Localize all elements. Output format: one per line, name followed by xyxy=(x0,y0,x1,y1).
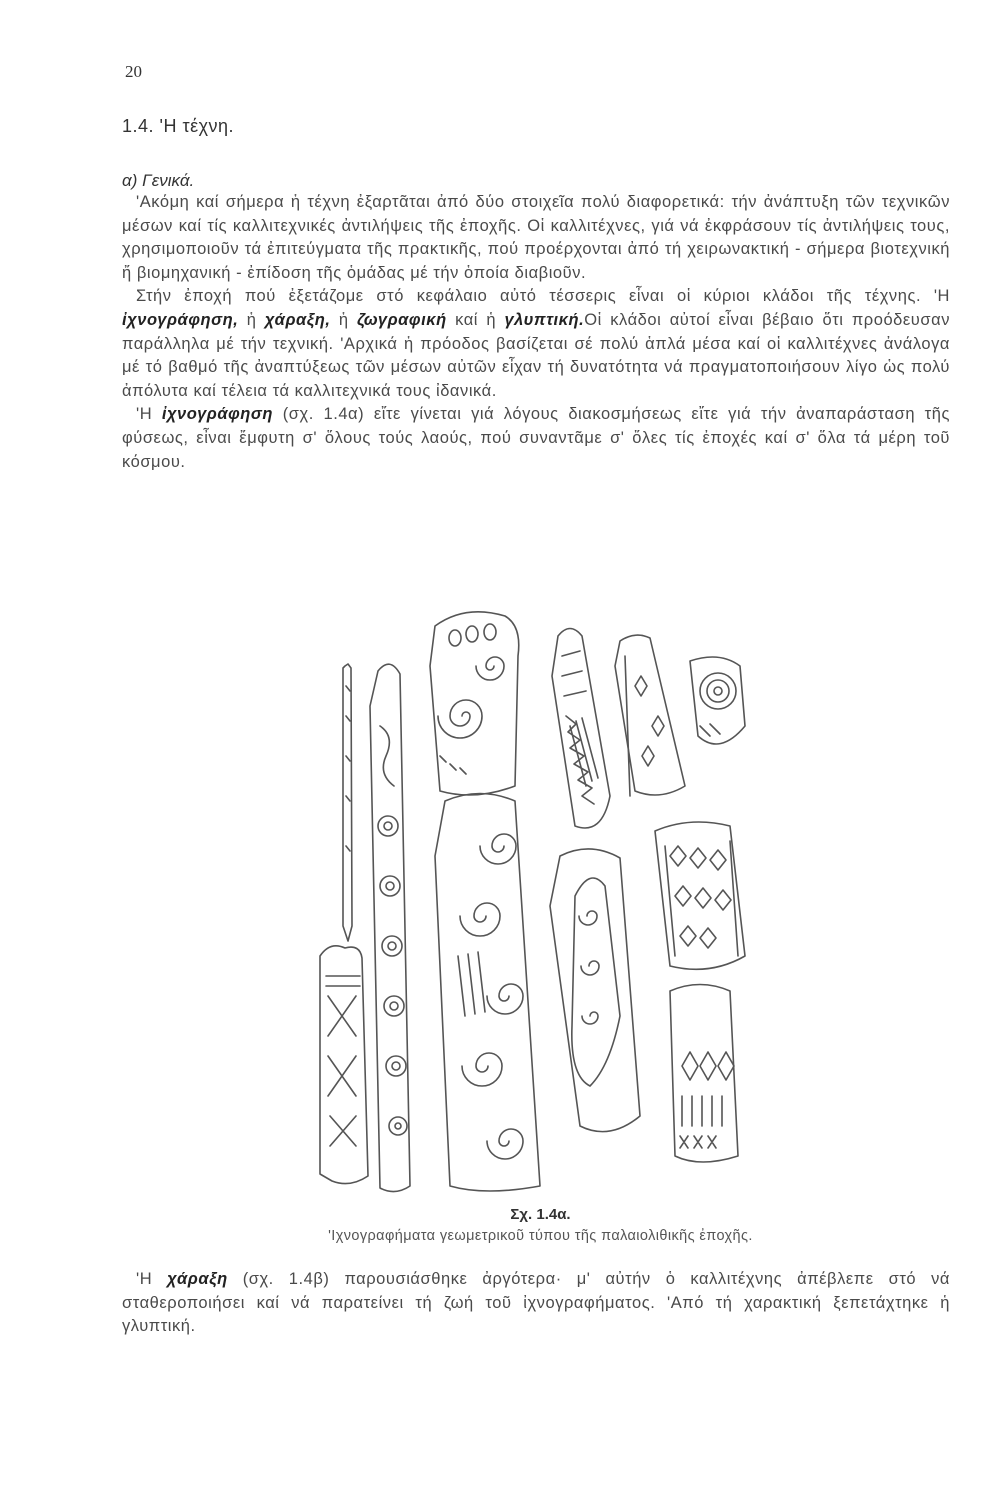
spiral-plaque-top xyxy=(430,612,519,795)
concentric-fragment-right xyxy=(690,657,745,744)
spiral-plaque-lower xyxy=(550,849,640,1132)
paragraph-3: 'Η ἰχνογράφηση (σχ. 1.4α) εἴτε γίνεται γιά λόγους διακοσμήσεως εἴτε γιά τήν ἀναπαράσταση τῆς φύσεως, εἶναι ἔμφυτη σ' ὅλους τούς λαούς, πού συναντᾶμε σ' ὅλες τίς ἐποχές καί σ' ὅλα τά μέρη τοῦ κόσμου. xyxy=(122,405,950,471)
pointed-tusk xyxy=(572,878,620,1086)
page-number: 20 xyxy=(125,62,142,81)
sub-heading: α) Γενικά. xyxy=(122,171,195,190)
engraved-fragment-left xyxy=(320,946,368,1184)
decorated-baton-long xyxy=(370,664,410,1191)
figure-caption: 'Ιχνογραφήματα γεωμετρικοῦ τύπου τῆς παλαιολιθικῆς ἐποχῆς. xyxy=(328,1228,753,1244)
paragraph-2: Στήν ἐποχή πού ἐξετάζομε στό κεφάλαιο αὐτό τέσσερις εἶναι οἱ κύριοι κλάδοι τῆς τέχνης. 'Η ἰχνογράφηση, ἡ χάραξη, ἡ ζωγραφική καί ἡ γλυπτική.Οἱ κλάδοι αὐτοί εἶναι βέβαιο ὅτι προόδευσαν παράλληλα μέ τήν τεχνική. 'Αρχικά ἡ πρόοδος βασίζεται σέ πολύ ἁπλά μέσα καί οἱ καλλιτέχνες ἀνάλογα μέ τό βαθμό τῆς ἀναπτύξεως τῶν μέσων αὐτῶν εἶχαν τή δυνατότητα νά πραγματοποιήσουν λίγο ὡς πολύ ἀπόλυτα καί τέλεια τά καλλιτεχνικά τους ἰδανικά. xyxy=(122,287,951,400)
figure-label: Σχ. 1.4α. xyxy=(510,1206,571,1223)
crosshatch-plaque-right xyxy=(655,822,745,969)
zigzag-rod xyxy=(552,629,610,829)
paleolithic-engravings-figure xyxy=(290,596,790,1200)
diamond-fragment-lower xyxy=(670,985,738,1163)
paragraph-1: 'Ακόμη καί σήμερα ἡ τέχνη ἐξαρτᾶται ἀπό δύο στοιχεῖα πολύ διαφορετικά: τήν ἀνάπτυξη τῶν τεχνικῶν μέσων καί τίς καλλιτεχνικές ἀντιλήψεις τῆς ἐποχῆς. Οἱ καλλιτέχνες, γιά νά ἐκφράσουν τίς ἀντιλήψεις τους, χρησιμοποιοῦν τά ἐπιτεύγματα τῆς πρακτικῆς, πού προέρχονται ἀπό τή χειρωνακτική - σήμερα βιοτεχνική ἤ βιομηχανική - ἐπίδοση τῆς ὁμάδας μέ τήν ὁποία διαβιοῦν. xyxy=(122,193,950,282)
spiral-plaque-center xyxy=(435,794,540,1192)
text-block-bottom xyxy=(122,1268,950,1339)
section-heading: 1.4. 'Η τέχνη. xyxy=(122,116,235,136)
bone-needle xyxy=(343,664,352,941)
paragraph-4: 'Η χάραξη (σχ. 1.4β) παρουσιάσθηκε ἀργότερα· μ' αὐτήν ὁ καλλιτέχνης ἀπέβλεπε στό νά σταθεροποιήσει καί νά παρατείνει τή ζωή τοῦ ἰχνογραφήματος. 'Από τή χαρακτική ξεπετάχτηκε ἡ γλυπτική. xyxy=(122,1270,950,1336)
text-block-top xyxy=(122,191,950,474)
diamond-plaque-upper xyxy=(615,635,685,796)
